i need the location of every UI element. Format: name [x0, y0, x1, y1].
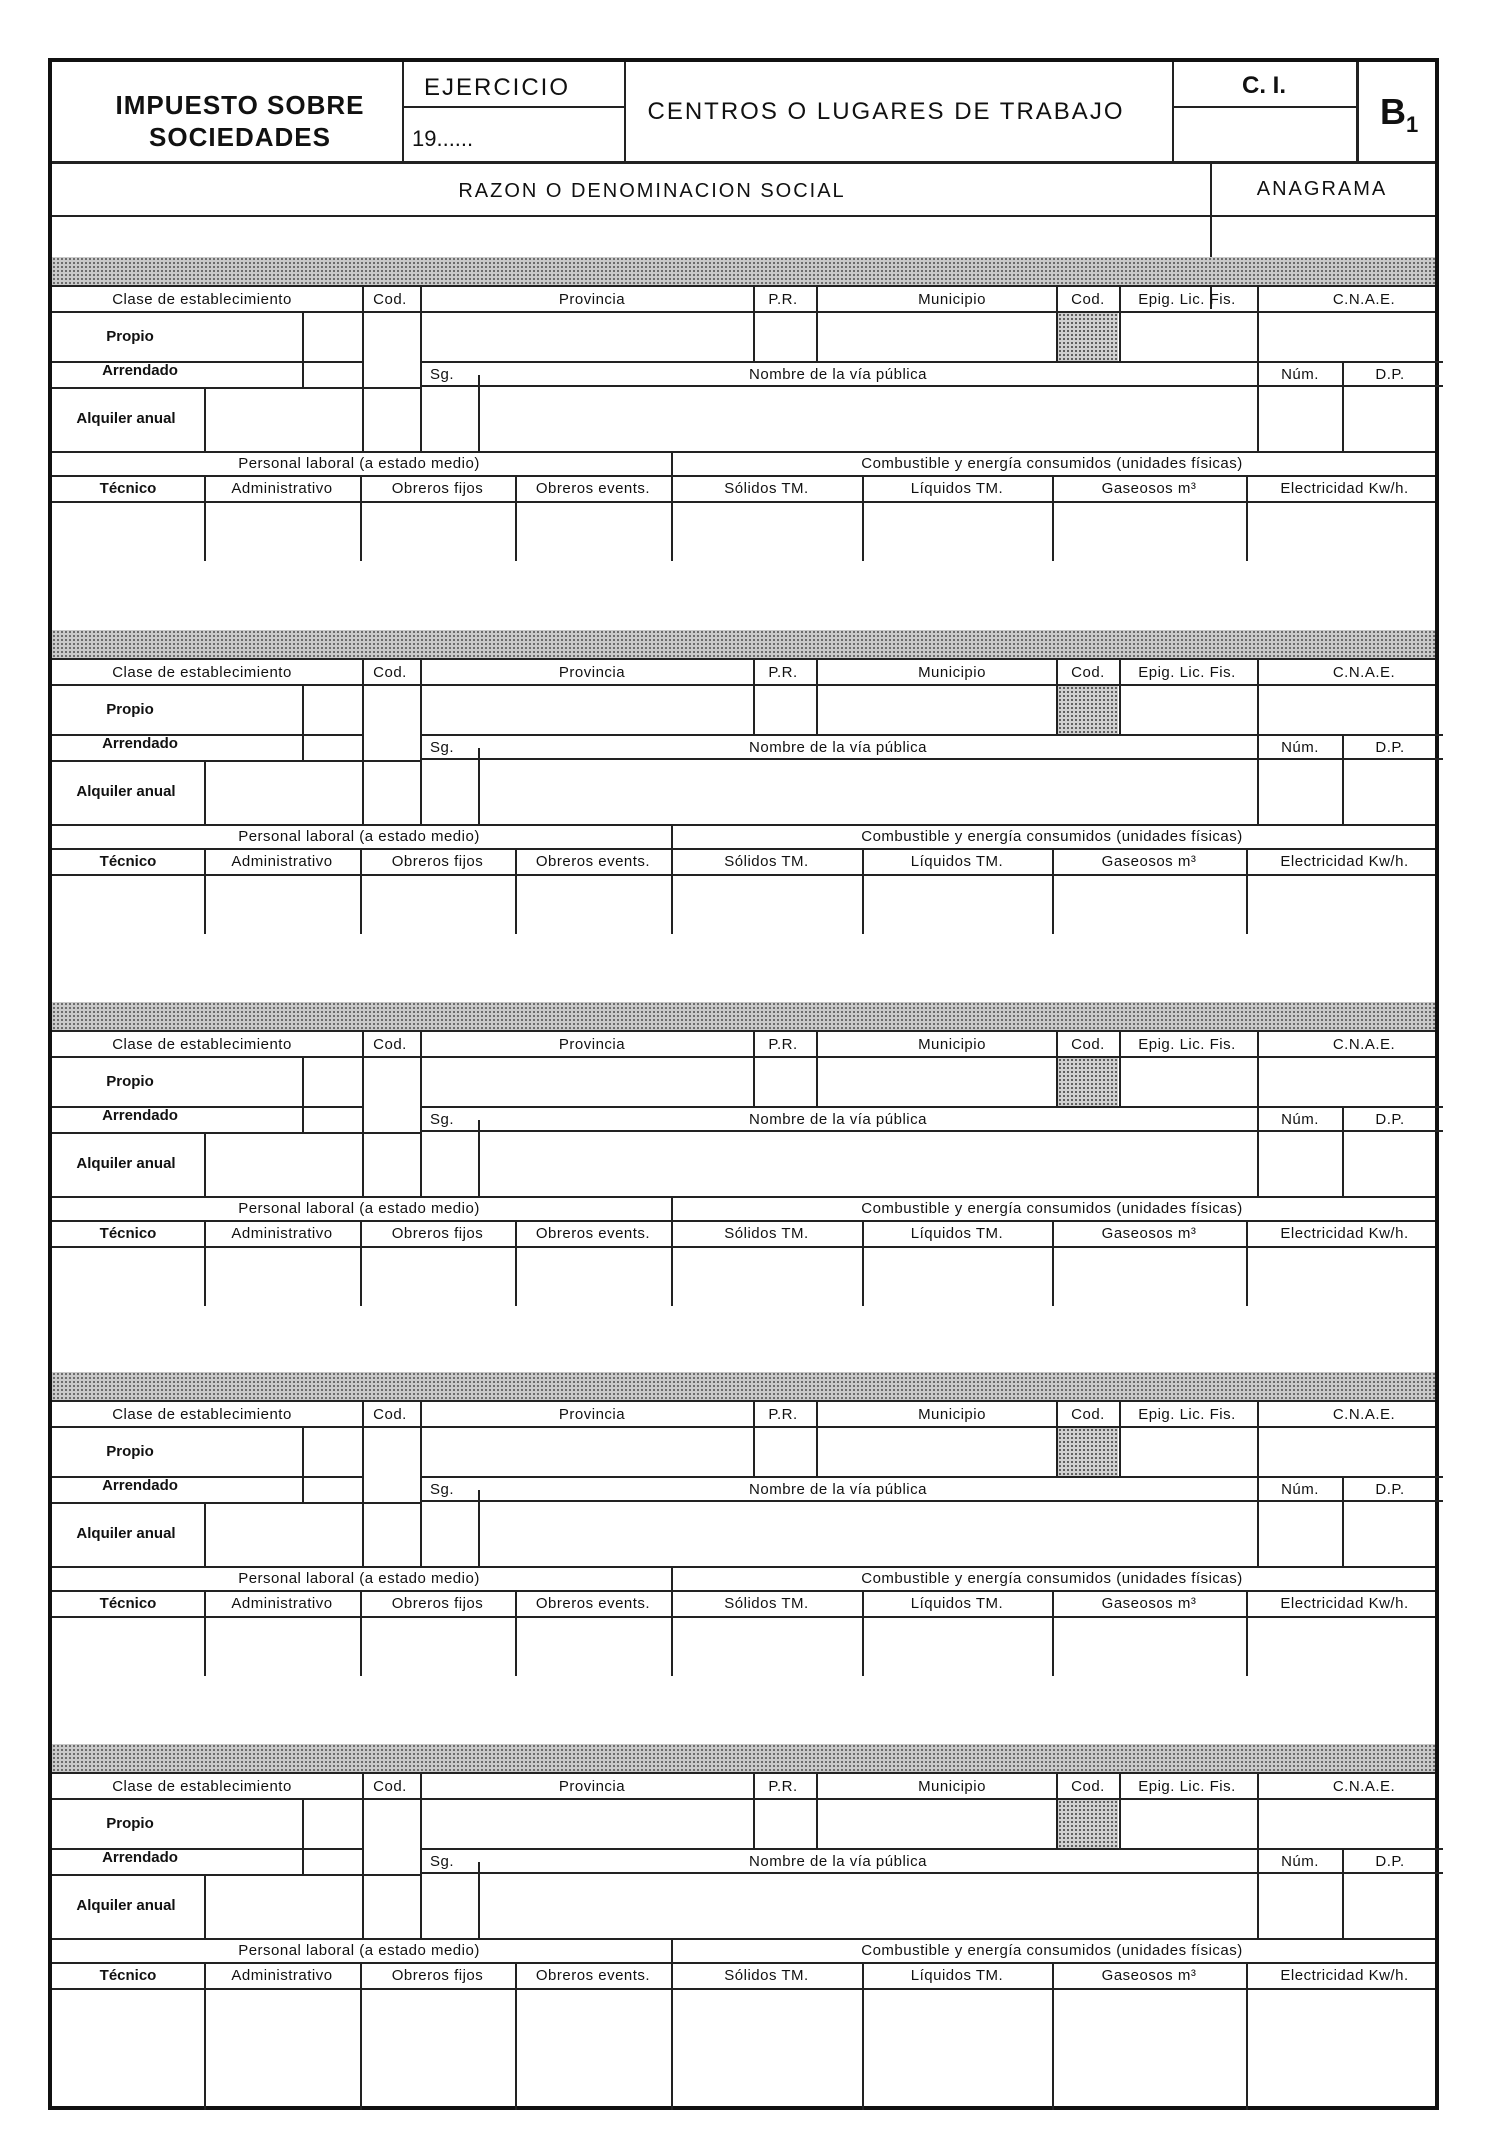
epig-label: Epig. Lic. Fis. — [1138, 1778, 1236, 1795]
propio-checkbox[interactable] — [304, 686, 360, 732]
solidos-field[interactable] — [673, 1990, 860, 2108]
arrendado-checkbox[interactable] — [304, 1850, 360, 1874]
alquiler-label: Alquiler anual — [76, 410, 176, 427]
pr-field[interactable] — [755, 686, 814, 732]
electricidad-label: Electricidad Kw/h. — [1280, 1967, 1409, 1984]
via-label: Nombre de la vía pública — [749, 1111, 927, 1128]
dp-field[interactable] — [1344, 387, 1436, 449]
administrativo-label: Administrativo — [231, 1967, 333, 1984]
combustible-label: Combustible y energía consumidos (unidades físicas) — [861, 828, 1243, 845]
alquiler-label: Alquiler anual — [76, 1155, 176, 1172]
administrativo-label: Administrativo — [231, 1595, 333, 1612]
anagrama-label: ANAGRAMA — [1256, 178, 1388, 200]
cod2-label: Cod. — [1071, 1036, 1105, 1053]
obreros-fijos-field[interactable] — [362, 1618, 513, 1674]
block-separator-band — [52, 257, 1435, 285]
cod-label: Cod. — [373, 1036, 407, 1053]
alquiler-label: Alquiler anual — [76, 1897, 176, 1914]
arrendado-checkbox[interactable] — [304, 736, 360, 760]
electricidad-label: Electricidad Kw/h. — [1280, 480, 1409, 497]
epig-field[interactable] — [1121, 686, 1255, 732]
liquidos-field[interactable] — [864, 1248, 1050, 1304]
obreros-events-label: Obreros events. — [535, 1225, 651, 1242]
electricidad-field[interactable] — [1248, 876, 1441, 932]
cnae-label: C.N.A.E. — [1332, 1778, 1396, 1795]
num-label: Núm. — [1281, 739, 1319, 756]
cod-label: Cod. — [373, 1778, 407, 1795]
arrendado-checkbox[interactable] — [304, 1478, 360, 1502]
liquidos-label: Líquidos TM. — [910, 853, 1004, 870]
cod-field[interactable] — [364, 313, 418, 449]
solidos-field[interactable] — [673, 876, 860, 932]
obreros-events-label: Obreros events. — [535, 1967, 651, 1984]
municipio-field[interactable] — [818, 1428, 1054, 1474]
via-label: Nombre de la vía pública — [749, 1853, 927, 1870]
clase-label: Clase de establecimiento — [112, 664, 292, 681]
tecnico-field[interactable] — [54, 503, 202, 559]
sg-label: Sg. — [429, 1111, 455, 1128]
gaseosos-field[interactable] — [1054, 1990, 1244, 2108]
via-label: Nombre de la vía pública — [749, 366, 927, 383]
form-code-badge — [1380, 91, 1419, 138]
ci-label: C. I. — [1241, 72, 1287, 99]
via-label: Nombre de la vía pública — [749, 1481, 927, 1498]
liquidos-label: Líquidos TM. — [910, 1595, 1004, 1612]
cod-field[interactable] — [364, 1800, 418, 1936]
cnae-field[interactable] — [1259, 313, 1436, 359]
dp-field[interactable] — [1344, 1132, 1436, 1194]
num-field[interactable] — [1259, 1502, 1340, 1564]
tecnico-field[interactable] — [54, 1618, 202, 1674]
alquiler-anual-field[interactable] — [206, 389, 360, 449]
dp-label: D.P. — [1375, 1853, 1405, 1870]
cod-shaded-cell — [1058, 313, 1118, 361]
cnae-label: C.N.A.E. — [1332, 1406, 1396, 1423]
gaseosos-field[interactable] — [1054, 1618, 1244, 1674]
provincia-label: Provincia — [558, 664, 626, 681]
cod-label: Cod. — [373, 664, 407, 681]
dp-label: D.P. — [1375, 1481, 1405, 1498]
razon-social-field[interactable] — [54, 217, 1208, 253]
solidos-field[interactable] — [673, 1248, 860, 1304]
gaseosos-field[interactable] — [1054, 876, 1244, 932]
solidos-field[interactable] — [673, 1618, 860, 1674]
propio-label: Propio — [106, 1443, 154, 1460]
dp-field[interactable] — [1344, 1874, 1436, 1936]
form-title: CENTROS O LUGARES DE TRABAJO — [647, 98, 1125, 125]
via-publica-field[interactable] — [480, 760, 1255, 822]
pr-field[interactable] — [755, 1800, 814, 1846]
form-code-sub: 1 — [1406, 112, 1419, 138]
sg-label: Sg. — [429, 366, 455, 383]
propio-checkbox[interactable] — [304, 1428, 360, 1474]
epig-field[interactable] — [1121, 1800, 1255, 1846]
num-field[interactable] — [1259, 1132, 1340, 1194]
gaseosos-label: Gaseosos m³ — [1101, 1225, 1197, 1242]
alquiler-anual-field[interactable] — [206, 1876, 360, 1936]
cnae-label: C.N.A.E. — [1332, 664, 1396, 681]
provincia-label: Provincia — [558, 1778, 626, 1795]
cod-field[interactable] — [364, 686, 418, 822]
block-separator-band — [52, 1372, 1435, 1400]
cod-shaded-cell — [1058, 1058, 1118, 1106]
municipio-field[interactable] — [818, 313, 1054, 359]
provincia-field[interactable] — [422, 686, 751, 732]
clase-label: Clase de establecimiento — [112, 1778, 292, 1795]
municipio-label: Municipio — [918, 1778, 986, 1795]
obreros-fijos-field[interactable] — [362, 503, 513, 559]
tecnico-label: Técnico — [99, 1595, 157, 1612]
epig-label: Epig. Lic. Fis. — [1138, 664, 1236, 681]
dp-label: D.P. — [1375, 739, 1405, 756]
tecnico-label: Técnico — [99, 1967, 157, 1984]
liquidos-field[interactable] — [864, 1618, 1050, 1674]
block-separator-band — [52, 1744, 1435, 1772]
provincia-label: Provincia — [558, 1036, 626, 1053]
gaseosos-field[interactable] — [1054, 503, 1244, 559]
dp-label: D.P. — [1375, 1111, 1405, 1128]
cod2-label: Cod. — [1071, 291, 1105, 308]
cod-shaded-cell — [1058, 686, 1118, 734]
clase-label: Clase de establecimiento — [112, 1036, 292, 1053]
sg-field[interactable] — [422, 1874, 476, 1936]
pr-field[interactable] — [755, 1428, 814, 1474]
anagrama-field[interactable] — [1212, 217, 1436, 253]
sg-label: Sg. — [429, 1481, 455, 1498]
provincia-label: Provincia — [558, 1406, 626, 1423]
cnae-field[interactable] — [1259, 1058, 1436, 1104]
pr-field[interactable] — [755, 1058, 814, 1104]
alquiler-anual-field[interactable] — [206, 1134, 360, 1194]
gaseosos-label: Gaseosos m³ — [1101, 1967, 1197, 1984]
obreros-fijos-field[interactable] — [362, 1990, 513, 2108]
arrendado-label: Arrendado — [102, 1107, 178, 1124]
tax-title-line1: IMPUESTO SOBRE — [115, 90, 365, 120]
obreros-events-label: Obreros events. — [535, 480, 651, 497]
num-field[interactable] — [1259, 1874, 1340, 1936]
obreros-events-field[interactable] — [517, 1990, 669, 2108]
clase-label: Clase de establecimiento — [112, 1406, 292, 1423]
municipio-label: Municipio — [918, 291, 986, 308]
epig-label: Epig. Lic. Fis. — [1138, 1036, 1236, 1053]
liquidos-field[interactable] — [864, 876, 1050, 932]
cnae-field[interactable] — [1259, 1800, 1436, 1846]
combustible-label: Combustible y energía consumidos (unidades físicas) — [861, 1942, 1243, 1959]
form-code: B — [1380, 91, 1406, 132]
solidos-label: Sólidos TM. — [724, 853, 809, 870]
arrendado-label: Arrendado — [102, 362, 178, 379]
arrendado-label: Arrendado — [102, 1477, 178, 1494]
epig-field[interactable] — [1121, 1428, 1255, 1474]
alquiler-anual-field[interactable] — [206, 1504, 360, 1564]
num-field[interactable] — [1259, 760, 1340, 822]
personal-label: Personal laboral (a estado medio) — [238, 1570, 480, 1587]
electricidad-label: Electricidad Kw/h. — [1280, 1225, 1409, 1242]
liquidos-field[interactable] — [864, 1990, 1050, 2108]
via-label: Nombre de la vía pública — [749, 739, 927, 756]
personal-label: Personal laboral (a estado medio) — [238, 1200, 480, 1217]
obreros-events-field[interactable] — [517, 1248, 669, 1304]
electricidad-field[interactable] — [1248, 1248, 1441, 1304]
electricidad-label: Electricidad Kw/h. — [1280, 853, 1409, 870]
ejercicio-label: EJERCICIO — [423, 74, 571, 101]
obreros-fijos-label: Obreros fijos — [391, 1967, 484, 1984]
solidos-label: Sólidos TM. — [724, 1967, 809, 1984]
cod2-label: Cod. — [1071, 1406, 1105, 1423]
administrativo-field[interactable] — [206, 503, 358, 559]
clase-label: Clase de establecimiento — [112, 291, 292, 308]
sg-field[interactable] — [422, 1502, 476, 1564]
cod2-label: Cod. — [1071, 1778, 1105, 1795]
solidos-label: Sólidos TM. — [724, 1595, 809, 1612]
municipio-label: Municipio — [918, 664, 986, 681]
solidos-label: Sólidos TM. — [724, 1225, 809, 1242]
obreros-events-label: Obreros events. — [535, 853, 651, 870]
sg-label: Sg. — [429, 1853, 455, 1870]
administrativo-label: Administrativo — [231, 853, 333, 870]
sg-field[interactable] — [422, 760, 476, 822]
gaseosos-label: Gaseosos m³ — [1101, 480, 1197, 497]
via-publica-field[interactable] — [480, 1502, 1255, 1564]
block-separator-band — [52, 630, 1435, 658]
tecnico-field[interactable] — [54, 1248, 202, 1304]
epig-field[interactable] — [1121, 1058, 1255, 1104]
tecnico-label: Técnico — [99, 480, 157, 497]
epig-field[interactable] — [1121, 313, 1255, 359]
dp-label: D.P. — [1375, 366, 1405, 383]
electricidad-field[interactable] — [1248, 503, 1441, 559]
administrativo-field[interactable] — [206, 1990, 358, 2108]
epig-label: Epig. Lic. Fis. — [1138, 291, 1236, 308]
cod-shaded-cell — [1058, 1428, 1118, 1476]
provincia-field[interactable] — [422, 1428, 751, 1474]
pr-field[interactable] — [755, 313, 814, 359]
ci-field[interactable] — [1174, 108, 1354, 160]
sg-label: Sg. — [429, 739, 455, 756]
municipio-field[interactable] — [818, 1058, 1054, 1104]
num-field[interactable] — [1259, 387, 1340, 449]
razon-label: RAZON O DENOMINACION SOCIAL — [458, 180, 846, 202]
cnae-label: C.N.A.E. — [1332, 1036, 1396, 1053]
cod-field[interactable] — [364, 1428, 418, 1564]
obreros-fijos-label: Obreros fijos — [391, 1225, 484, 1242]
sg-field[interactable] — [422, 387, 476, 449]
cod-shaded-cell — [1058, 1800, 1118, 1848]
tecnico-label: Técnico — [99, 853, 157, 870]
cnae-label: C.N.A.E. — [1332, 291, 1396, 308]
cod-field[interactable] — [364, 1058, 418, 1194]
cnae-field[interactable] — [1259, 686, 1436, 732]
solidos-field[interactable] — [673, 503, 860, 559]
obreros-events-field[interactable] — [517, 503, 669, 559]
alquiler-anual-field[interactable] — [206, 762, 360, 822]
provincia-field[interactable] — [422, 313, 751, 359]
cod-label: Cod. — [373, 291, 407, 308]
municipio-label: Municipio — [918, 1036, 986, 1053]
tax-title-line2: SOCIEDADES — [149, 122, 331, 152]
epig-label: Epig. Lic. Fis. — [1138, 1406, 1236, 1423]
obreros-fijos-label: Obreros fijos — [391, 480, 484, 497]
num-label: Núm. — [1281, 1853, 1319, 1870]
personal-label: Personal laboral (a estado medio) — [238, 828, 480, 845]
electricidad-label: Electricidad Kw/h. — [1280, 1595, 1409, 1612]
administrativo-field[interactable] — [206, 876, 358, 932]
propio-label: Propio — [106, 1073, 154, 1090]
num-label: Núm. — [1281, 366, 1319, 383]
pr-label: P.R. — [768, 1406, 798, 1423]
provincia-field[interactable] — [422, 1058, 751, 1104]
personal-label: Personal laboral (a estado medio) — [238, 455, 480, 472]
arrendado-checkbox[interactable] — [304, 1108, 360, 1132]
propio-checkbox[interactable] — [304, 313, 360, 359]
obreros-events-field[interactable] — [517, 1618, 669, 1674]
pr-label: P.R. — [768, 291, 798, 308]
municipio-label: Municipio — [918, 1406, 986, 1423]
municipio-field[interactable] — [818, 686, 1054, 732]
sg-field[interactable] — [422, 1132, 476, 1194]
obreros-fijos-label: Obreros fijos — [391, 1595, 484, 1612]
electricidad-field[interactable] — [1248, 1618, 1441, 1674]
propio-checkbox[interactable] — [304, 1800, 360, 1846]
via-publica-field[interactable] — [480, 1132, 1255, 1194]
gaseosos-field[interactable] — [1054, 1248, 1244, 1304]
obreros-events-field[interactable] — [517, 876, 669, 932]
tax-form — [48, 58, 1439, 2110]
obreros-fijos-field[interactable] — [362, 876, 513, 932]
block-separator-band — [52, 1002, 1435, 1030]
propio-label: Propio — [106, 701, 154, 718]
liquidos-label: Líquidos TM. — [910, 1967, 1004, 1984]
liquidos-label: Líquidos TM. — [910, 480, 1004, 497]
tecnico-label: Técnico — [99, 1225, 157, 1242]
via-publica-field[interactable] — [480, 387, 1255, 449]
arrendado-checkbox[interactable] — [304, 363, 360, 387]
propio-label: Propio — [106, 328, 154, 345]
tecnico-field[interactable] — [54, 876, 202, 932]
combustible-label: Combustible y energía consumidos (unidades físicas) — [861, 1200, 1243, 1217]
propio-label: Propio — [106, 1815, 154, 1832]
pr-label: P.R. — [768, 1036, 798, 1053]
arrendado-label: Arrendado — [102, 1849, 178, 1866]
obreros-fijos-field[interactable] — [362, 1248, 513, 1304]
administrativo-label: Administrativo — [231, 1225, 333, 1242]
cod2-label: Cod. — [1071, 664, 1105, 681]
obreros-events-label: Obreros events. — [535, 1595, 651, 1612]
ejercicio-value: 19...... — [412, 126, 474, 151]
obreros-fijos-label: Obreros fijos — [391, 853, 484, 870]
cnae-field[interactable] — [1259, 1428, 1436, 1474]
liquidos-label: Líquidos TM. — [910, 1225, 1004, 1242]
administrativo-field[interactable] — [206, 1618, 358, 1674]
gaseosos-label: Gaseosos m³ — [1101, 1595, 1197, 1612]
administrativo-label: Administrativo — [231, 480, 333, 497]
dp-field[interactable] — [1344, 1502, 1436, 1564]
gaseosos-label: Gaseosos m³ — [1101, 853, 1197, 870]
num-label: Núm. — [1281, 1111, 1319, 1128]
arrendado-label: Arrendado — [102, 735, 178, 752]
alquiler-label: Alquiler anual — [76, 1525, 176, 1542]
solidos-label: Sólidos TM. — [724, 480, 809, 497]
pr-label: P.R. — [768, 664, 798, 681]
pr-label: P.R. — [768, 1778, 798, 1795]
provincia-label: Provincia — [558, 291, 626, 308]
combustible-label: Combustible y energía consumidos (unidades físicas) — [861, 455, 1243, 472]
combustible-label: Combustible y energía consumidos (unidades físicas) — [861, 1570, 1243, 1587]
municipio-field[interactable] — [818, 1800, 1054, 1846]
provincia-field[interactable] — [422, 1800, 751, 1846]
cod-label: Cod. — [373, 1406, 407, 1423]
electricidad-field[interactable] — [1248, 1990, 1441, 2108]
via-publica-field[interactable] — [480, 1874, 1255, 1936]
dp-field[interactable] — [1344, 760, 1436, 822]
num-label: Núm. — [1281, 1481, 1319, 1498]
liquidos-field[interactable] — [864, 503, 1050, 559]
tecnico-field[interactable] — [54, 1990, 202, 2108]
alquiler-label: Alquiler anual — [76, 783, 176, 800]
propio-checkbox[interactable] — [304, 1058, 360, 1104]
administrativo-field[interactable] — [206, 1248, 358, 1304]
personal-label: Personal laboral (a estado medio) — [238, 1942, 480, 1959]
